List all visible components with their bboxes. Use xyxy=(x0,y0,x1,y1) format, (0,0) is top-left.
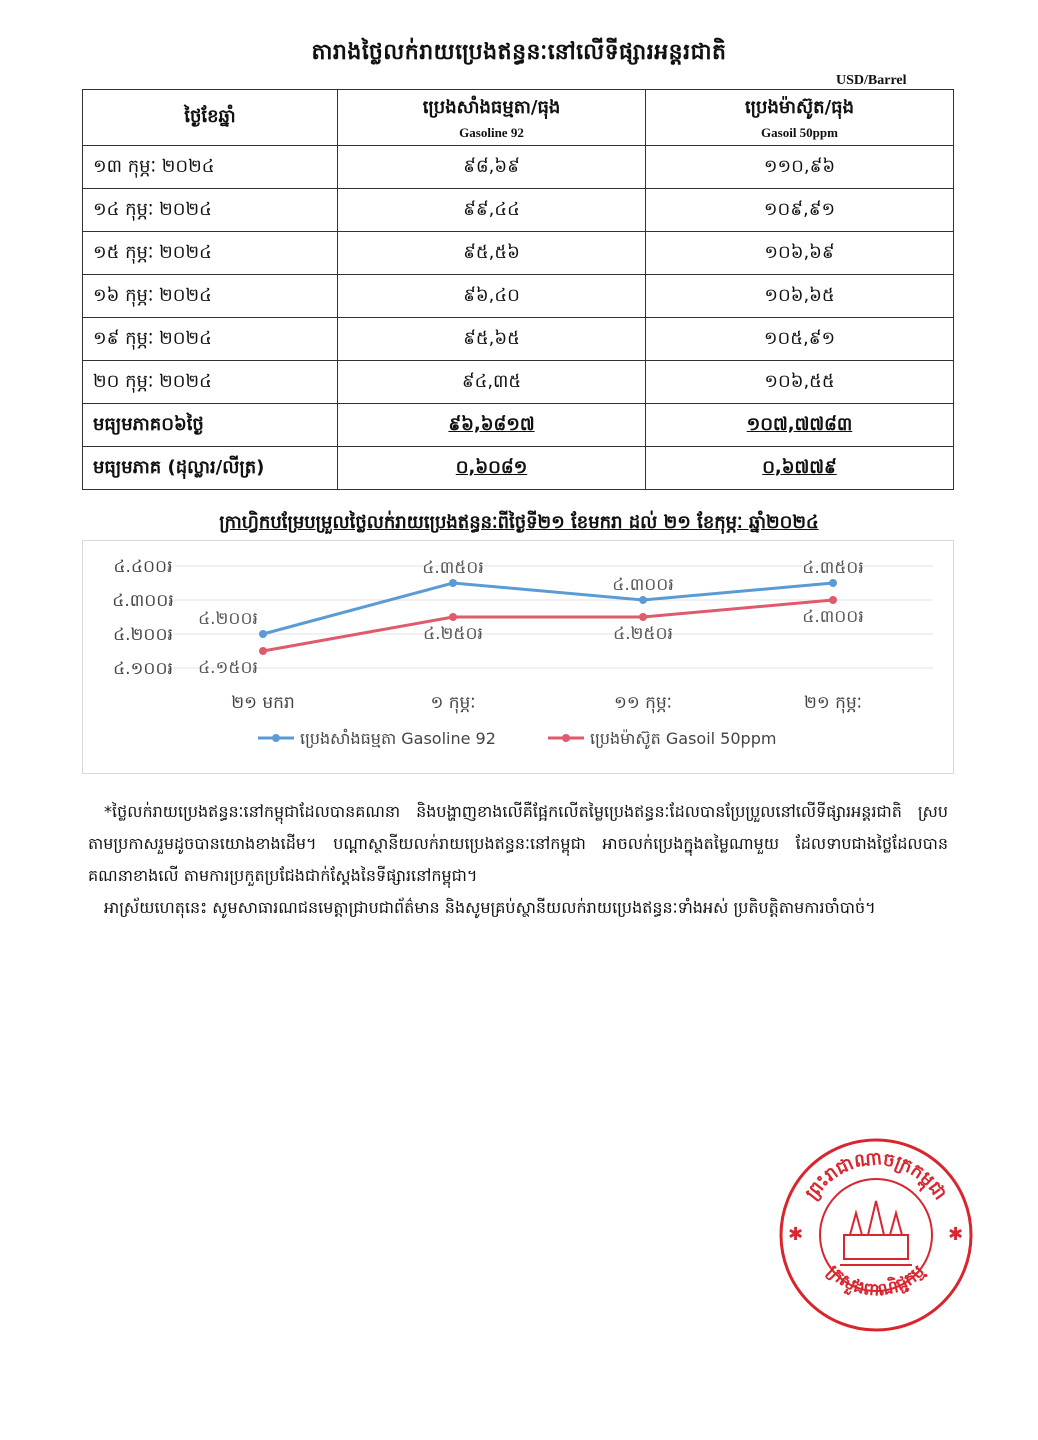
data-point xyxy=(449,579,457,587)
gasoline-price-cell: ៩៩,៤៤ xyxy=(338,189,646,232)
y-tick-label: ៤.៤០០៛ xyxy=(113,557,173,577)
average-days-gasoline: ៩៦,៦៨១៧ xyxy=(448,413,535,435)
data-point xyxy=(639,596,647,604)
gasoil-price-cell: ១០៦,៦៥ xyxy=(646,275,954,318)
x-tick-label: ១១ កុម្ភៈ xyxy=(614,693,672,713)
data-label: ៤.៣០០៛ xyxy=(612,575,674,595)
y-tick-label: ៤.១០០៛ xyxy=(113,659,173,679)
average-days-gasoline-cell xyxy=(338,404,646,447)
data-point xyxy=(639,613,647,621)
gasoil-price-cell: ១១០,៩៦ xyxy=(646,146,954,189)
table-header-row xyxy=(83,90,954,146)
price-line-chart xyxy=(82,540,954,774)
x-tick-label: ២១ កុម្ភៈ xyxy=(804,693,862,713)
table-row xyxy=(83,232,954,275)
column-header-label: ថ្ងៃខែឆ្នាំ xyxy=(184,106,236,127)
average-liter-gasoline: ០,៦០៨១ xyxy=(455,456,528,478)
gasoil-price-cell: ១០៦,៥៥ xyxy=(646,361,954,404)
table-row xyxy=(83,275,954,318)
data-point xyxy=(259,647,267,655)
gasoil-price-cell: ១០៩,៩១ xyxy=(646,189,954,232)
note-paragraph-2: អាស្រ័យហេតុនេះ សូមសាធារណជនមេត្តាជ្រាបជាព័ត៌មាន និងសូមគ្រប់ស្ថានីយលក់រាយប្រេងឥន្ធនៈទាំងអស់ ប្រតិបត្តិតាមការចាំបាច់។ xyxy=(104,898,876,917)
table-row xyxy=(83,189,954,232)
column-header-date xyxy=(83,90,338,146)
legend-marker xyxy=(562,734,570,742)
legend-marker xyxy=(272,734,280,742)
note-paragraph-1: *ថ្លៃលក់រាយប្រេងឥន្ធនៈនៅកម្ពុជាដែលបានគណនា និងបង្ហាញខាងលើគឺផ្អែកលើតម្លៃប្រេងឥន្ធនៈដែលបានប្រែប្រួលនៅលើទីផ្សារអន្តរជាតិ ស្របតាមប្រកាសរួមដូចបានយោងខាងដើម។ បណ្តាស្ថានីយលក់រាយប្រេងឥន្ធនៈនៅកម្ពុជា អាចលក់ប្រេងក្នុងតម្លៃណាមួយ ដែលទាបជាងថ្លៃដែលបានគណនាខាងលើ តាមការប្រកួតប្រជែងជាក់ស្តែងនៃទីផ្សារនៅកម្ពុជា។ xyxy=(88,802,948,885)
average-days-gasoil-cell xyxy=(646,404,954,447)
table-row xyxy=(83,146,954,189)
price-table xyxy=(82,89,954,490)
temple-icon xyxy=(840,1201,912,1265)
data-point xyxy=(449,613,457,621)
data-label: ៤.២០០៛ xyxy=(198,609,258,629)
data-point xyxy=(829,579,837,587)
data-label: ៤.៣០០៛ xyxy=(802,607,864,627)
average-liter-gasoil: ០,៦៧៧៩ xyxy=(762,456,837,478)
gasoil-price-cell: ១០៥,៩១ xyxy=(646,318,954,361)
date-cell: ២០ កុម្ភៈ ២០២៤ xyxy=(83,361,338,404)
official-seal xyxy=(776,1135,976,1335)
seal-graphic xyxy=(776,1135,976,1335)
unit-label: USD/Barrel xyxy=(836,73,907,88)
table-row xyxy=(83,361,954,404)
y-tick-label: ៤.២០០៛ xyxy=(113,625,173,645)
date-cell: ១៤ កុម្ភៈ ២០២៤ xyxy=(83,189,338,232)
series-line xyxy=(263,600,833,651)
gasoline-price-cell: ៩៦,៤០ xyxy=(338,275,646,318)
gasoline-price-cell: ៩៨,៦៩ xyxy=(338,146,646,189)
column-header-label: ប្រេងម៉ាស៊ូត/ធុង xyxy=(744,96,855,118)
column-header-label: ប្រេងសាំងធម្មតា/ធុង xyxy=(422,96,561,118)
data-label: ៤.៣៥០៛ xyxy=(802,558,864,578)
column-header-sublabel: Gasoil 50ppm xyxy=(761,124,838,140)
average-liter-gasoline-cell xyxy=(338,447,646,490)
legend-label: ប្រេងសាំងធម្មតា Gasoline 92 xyxy=(300,729,496,748)
date-cell: ១៦ កុម្ភៈ ២០២៤ xyxy=(83,275,338,318)
average-days-gasoil: ១០៧,៧៧៨៣ xyxy=(746,413,853,435)
gasoil-price-cell: ១០៦,៦៩ xyxy=(646,232,954,275)
date-cell: ១៩ កុម្ភៈ ២០២៤ xyxy=(83,318,338,361)
data-point xyxy=(829,596,837,604)
data-label: ៤.១៥០៛ xyxy=(198,658,258,678)
column-header-gasoil xyxy=(646,90,954,146)
seal-star-left-icon: ✱ xyxy=(788,1224,804,1245)
gasoline-price-cell: ៩៥,៦៥ xyxy=(338,318,646,361)
data-label: ៤.២៥០៛ xyxy=(613,624,673,644)
data-point xyxy=(259,630,267,638)
average-days-row xyxy=(83,404,954,447)
gasoline-price-cell: ៩៤,៣៥ xyxy=(338,361,646,404)
seal-star-right-icon: ✱ xyxy=(948,1224,964,1245)
average-liter-label: មធ្យមភាគ (ដុល្លារ/លីត្រ) xyxy=(83,447,338,490)
average-days-label: មធ្យមភាគ០៦ថ្ងៃ xyxy=(83,404,338,447)
date-cell: ១៥ កុម្ភៈ ២០២៤ xyxy=(83,232,338,275)
x-tick-label: ១ កុម្ភៈ xyxy=(430,693,476,713)
column-header-gasoline xyxy=(338,90,646,146)
page-title: តារាងថ្លៃលក់រាយប្រេងឥន្ធនៈនៅលើទីផ្សារអន្តរជាតិ xyxy=(311,40,727,65)
chart-canvas xyxy=(83,541,953,773)
gasoline-price-cell: ៩៥,៥៦ xyxy=(338,232,646,275)
chart-title: ក្រាហ្វិកបម្រែបម្រួលថ្លៃលក់រាយប្រេងឥន្ធនៈពីថ្ងៃទី២១ ខែមករា ដល់ ២១ ខែកុម្ភៈ ឆ្នាំ២០២៤ xyxy=(219,512,819,533)
seal-bottom-text: ក្រសួងពាណិជ្ជកម្ម xyxy=(823,1261,929,1301)
average-liter-gasoil-cell xyxy=(646,447,954,490)
data-label: ៤.២៥០៛ xyxy=(423,624,483,644)
notes-section xyxy=(88,796,948,924)
data-label: ៤.៣៥០៛ xyxy=(422,558,484,578)
legend-label: ប្រេងម៉ាស៊ូត Gasoil 50ppm xyxy=(590,729,777,748)
seal-top-text: ព្រះរាជាណាចក្រកម្ពុជា xyxy=(801,1148,951,1204)
x-tick-label: ២១ មករា xyxy=(231,693,295,713)
table-row xyxy=(83,318,954,361)
y-tick-label: ៤.៣០០៛ xyxy=(112,591,174,611)
column-header-sublabel: Gasoline 92 xyxy=(459,124,524,140)
average-liter-row xyxy=(83,447,954,490)
date-cell: ១៣ កុម្ភៈ ២០២៤ xyxy=(83,146,338,189)
